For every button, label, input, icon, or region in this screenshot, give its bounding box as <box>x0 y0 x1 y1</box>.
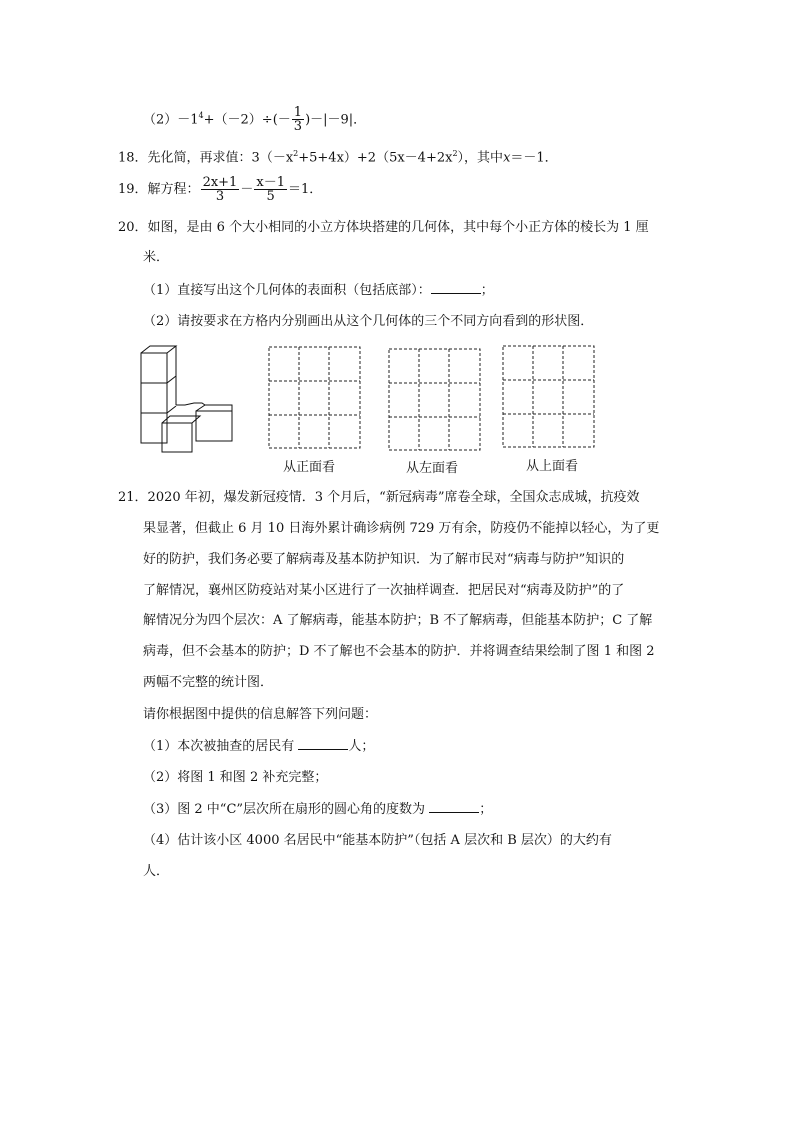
q18-text-d: ＝－1． <box>510 150 558 166</box>
q20-sub1-text: （1）直接写出这个几何体的表面积（包括底部）： <box>143 283 431 298</box>
q20-number: 20． <box>118 220 148 235</box>
q21-text: 果显著，但截止 6 月 10 日海外累计确诊病例 729 万有余，防疫仍不能掉以轻心，为了更 <box>143 521 660 536</box>
q18-text: 先化简，再求值：3（－x <box>147 150 294 166</box>
q19-number: 19． <box>118 182 148 197</box>
q21-sub1 <box>143 737 374 757</box>
q19-frac2-num: x－1 <box>256 175 285 190</box>
q17-suffix: )－|－9|． <box>305 112 367 128</box>
q17-fraction <box>292 106 304 133</box>
q21-text: 两幅不完整的统计图． <box>143 675 274 690</box>
q18-text-b: +5+4x）+2（5x－4+2x <box>298 150 453 166</box>
q19-frac1-den: 3 <box>215 189 225 204</box>
left-view-grid[interactable] <box>388 348 482 452</box>
q20-sub2: （2）请按要求在方格内分别画出从这个几何体的三个不同方向看到的形状图． <box>143 314 594 329</box>
q21-text: 解情况分为四个层次：A 了解病毒，能基本防护；B 不了解病毒，但能基本防护；C 了解 <box>143 613 653 628</box>
q19-line <box>118 176 322 203</box>
q19-frac2-den: 5 <box>266 189 275 204</box>
q21-sub3-text: （3）图 2 中“C”层次所在扇形的圆心角的度数为 <box>143 802 430 817</box>
q21-text: 好的防护，我们务必要了解病毒及基本防护知识．为了解市民对“病毒与防护”知识的 <box>143 552 625 567</box>
caption-left-view: 从左面看 <box>406 461 459 476</box>
q18-line <box>118 144 558 168</box>
q21-sub3-blank[interactable] <box>429 800 479 813</box>
q21-text: 了解情况，襄州区防疫站对某小区进行了一次抽样调查．把居民对“病毒及防护”的了 <box>143 583 625 598</box>
q19-frac2 <box>254 176 287 203</box>
q17-text-mid: +（－2）÷(－ <box>203 112 291 128</box>
q21-sub1-blank[interactable] <box>298 737 348 750</box>
q18-number: 18． <box>118 150 148 166</box>
q21-prompt: 请你根据图中提供的信息解答下列问题： <box>143 707 378 722</box>
q17-part2 <box>143 106 366 133</box>
q21-number: 21． <box>118 490 148 505</box>
caption-front-view: 从正面看 <box>283 460 336 475</box>
q18-var: x <box>503 150 511 166</box>
q21-line1 <box>118 488 639 508</box>
q19-frac1 <box>201 176 240 203</box>
cube-figure <box>138 345 238 453</box>
q21-sub4-end: 人． <box>143 864 170 879</box>
q17-frac-num: 1 <box>293 105 303 121</box>
q17-exponent: 4 <box>198 111 204 120</box>
q20-answer-blank[interactable] <box>431 281 481 294</box>
q20-sub1 <box>143 281 494 301</box>
q21-sub2: （2）将图 1 和图 2 补充完整； <box>143 770 328 785</box>
q17-frac-den: 3 <box>293 119 303 135</box>
q20-text1: 如图，是由 6 个大小相同的小立方体块搭建的几何体，其中每个小正方体的棱长为 1 厘 <box>147 220 649 235</box>
q20-sub1-end: ； <box>480 283 494 298</box>
q21-sub1-end: 人； <box>348 739 375 754</box>
q18-exp2: 2 <box>452 149 458 158</box>
q19-frac1-num: 2x+1 <box>202 175 238 190</box>
top-view-grid[interactable] <box>502 345 596 449</box>
q21-sub1-text: （1）本次被抽查的居民有 <box>143 739 299 754</box>
q21-text: 2020 年初，爆发新冠疫情．3 个月后，“新冠病毒”席卷全球，全国众志成城，抗疫效 <box>147 490 640 505</box>
q21-sub4: （4）估计该小区 4000 名居民中“能基本防护”（包括 A 层次和 B 层次）的大约有 <box>143 833 612 848</box>
q21-sub3-end: ； <box>479 802 493 817</box>
q20-line1 <box>118 218 649 238</box>
q20-text2: 米． <box>143 250 170 265</box>
q18-exp1: 2 <box>293 149 299 158</box>
q19-rhs: ＝1． <box>287 182 323 197</box>
q19-minus: － <box>240 182 254 197</box>
caption-top-view: 从上面看 <box>526 459 579 474</box>
q19-label: 解方程： <box>147 182 200 197</box>
front-view-grid[interactable] <box>268 346 362 450</box>
q21-sub3 <box>143 800 492 820</box>
q17-text: （2）－1 <box>143 112 199 128</box>
q21-text: 病毒，但不会基本的防护；D 不了解也不会基本的防护．并将调查结果绘制了图 1 和图 2 <box>143 644 655 659</box>
q18-text-c: ），其中 <box>457 150 504 166</box>
